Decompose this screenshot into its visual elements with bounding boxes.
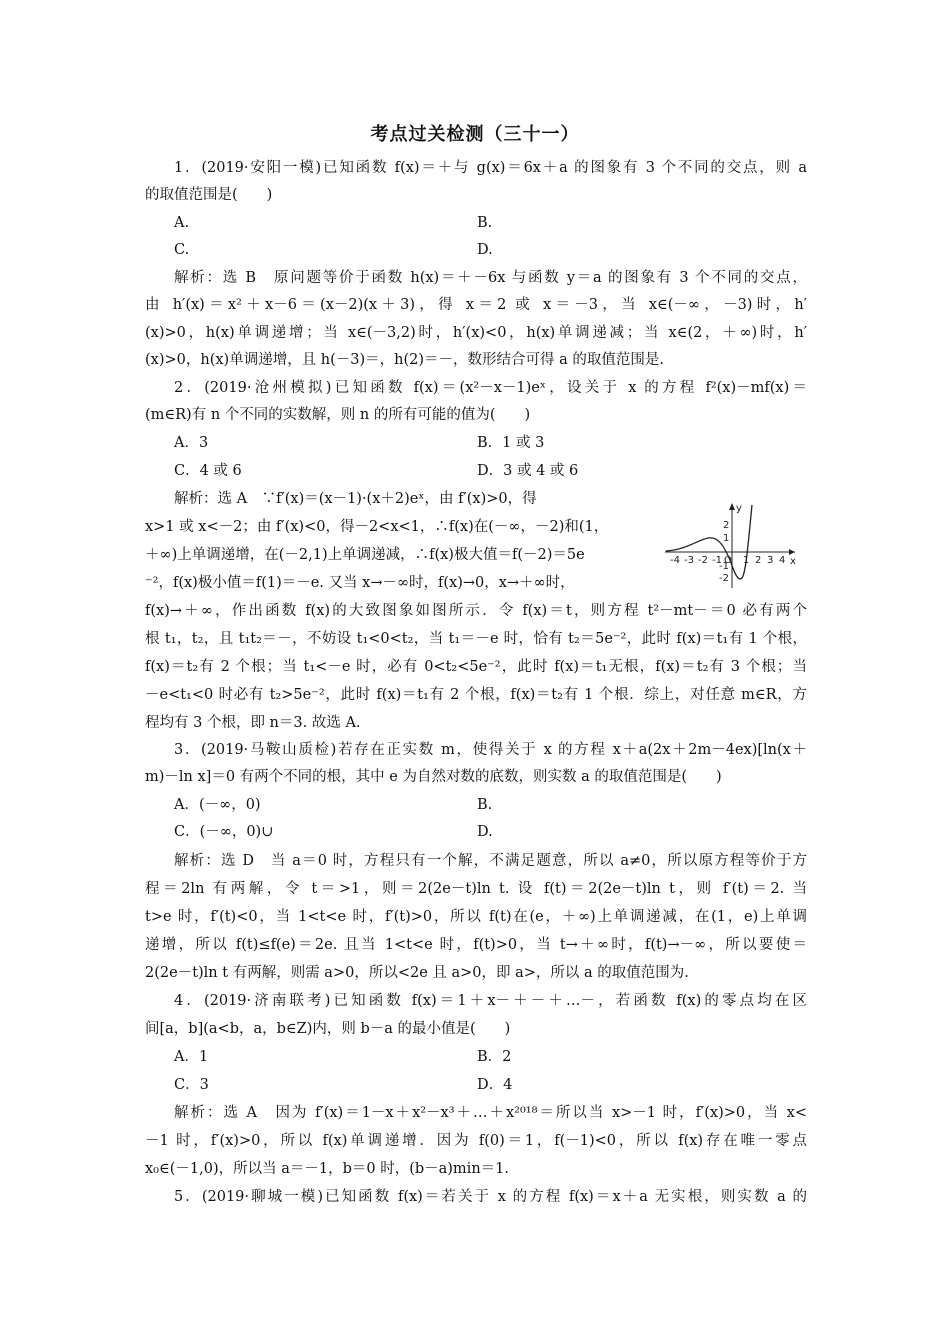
q1-stem-line2: 的取值范围是( ) (145, 187, 273, 203)
q1-solution-line3: (x)>0，h(x)单调递增；当 x∈(－3,2)时，h′(x)<0，h(x)单调递减；当 x∈(2，＋∞)时，h′ (145, 325, 807, 341)
page-title: 考点过关检测（三十一） (370, 124, 580, 145)
q3-option-d: D. (477, 824, 493, 840)
q3-stem-line2: m)－ln x]＝0 有两个不同的根，其中 e 为自然对数的底数，则实数 a 的取值范围是( ) (145, 769, 722, 785)
q2-stem-line2: (m∈R)有 n 个不同的实数解，则 n 的所有可能的值为( ) (145, 407, 531, 423)
q1-option-d: D. (477, 242, 493, 258)
graph-origin-label: O (724, 555, 732, 566)
q2-solution-line2: x>1 或 x<－2；由 f′(x)<0，得－2<x<1，∴f(x)在(－∞，－2)和(1， (145, 519, 609, 535)
q2-solution-line1: 解析：选 A ∵f′(x)＝(x－1)·(x＋2)eˣ，由 f′(x)>0，得 (174, 491, 537, 507)
q3-solution-line3: t>e 时，f′(t)<0，当 1<t<e 时，f′(t)>0，所以 f(t)在(e，＋∞)上单调递减，在(1，e)上单调 (145, 909, 807, 925)
q3-option-c: C．(－∞，0)∪ (174, 824, 274, 840)
q3-solution-line5: 2(2e－t)ln t 有两解，则需 a>0，所以<2e 且 a>0，即 a>，所以 a 的取值范围为. (145, 965, 689, 981)
q1-option-b: B. (477, 215, 493, 231)
q2-solution-line3: ＋∞)上单调递增，在(－2,1)上单调递减，∴f(x)极大值＝f(－2)＝5e (145, 547, 585, 563)
q1-option-a: A. (174, 215, 190, 231)
q2-option-b: B．1 或 3 (477, 435, 545, 451)
q2-stem-line1: 2．(2019·沧州模拟)已知函数 f(x)＝(x²－x－1)eˣ，设关于 x 的方程 f²(x)－mf(x)＝ (174, 380, 807, 396)
graph-y-tick: 2 (723, 520, 730, 531)
q3-solution-line1: 解析：选 D 当 a＝0 时，方程只有一个解，不满足题意，所以 a≠0，所以原方程等价于方 (174, 853, 807, 869)
q1-solution-line2: 由 h′(x)＝x²＋x－6＝(x－2)(x＋3)，得 x＝2 或 x＝－3，当 x∈(－∞，－3)时，h′ (145, 297, 807, 313)
q2-option-c: C．4 或 6 (174, 463, 242, 479)
graph-x-label: x (790, 556, 796, 567)
q2-solution-line5: f(x)→＋∞，作出函数 f(x)的大致图象如图所示．令 f(x)＝t，则方程 t²－mt－＝0 必有两个 (145, 603, 807, 619)
q1-option-c: C. (174, 242, 190, 258)
graph-y-tick: -1 (719, 561, 729, 572)
graph-y-label: y (736, 503, 742, 514)
q5-stem-line1: 5．(2019·聊城一模)已知函数 f(x)＝若关于 x 的方程 f(x)＝x＋a 无实根，则实数 a 的 (174, 1189, 807, 1205)
q2-option-a: A．3 (174, 435, 209, 451)
q4-solution-line1: 解析：选 A 因为 f′(x)＝1－x＋x²－x³＋…＋x²⁰¹⁸＝所以当 x>－1 时，f′(x)>0，当 x< (174, 1105, 807, 1121)
q1-solution-line1: 解析：选 B 原问题等价于函数 h(x)＝＋－6x 与函数 y＝a 的图象有 3 个不同的交点， (174, 270, 807, 286)
q4-solution-line2: －1 时，f′(x)>0，所以 f(x)单调递增．因为 f(0)＝1，f(－1)<0，所以 f(x)存在唯一零点 (145, 1133, 807, 1149)
q3-option-a: A．(－∞，0) (174, 797, 261, 813)
q2-solution-line7: f(x)＝t₂有 2 个根；当 t₁<－e 时，必有 0<t₂<5e⁻²，此时 f(x)＝t₁无根，f(x)＝t₂有 3 个根；当 (145, 659, 807, 675)
q2-option-d: D．3 或 4 或 6 (477, 463, 579, 479)
q4-option-c: C．3 (174, 1077, 209, 1093)
q2-solution-line4: ⁻²，f(x)极小值＝f(1)＝－e. 又当 x→－∞时，f(x)→0，x→＋∞时， (145, 575, 575, 591)
q3-option-b: B. (477, 797, 493, 813)
q2-solution-line8: －e<t₁<0 时必有 t₂>5e⁻²，此时 f(x)＝t₁有 2 个根，f(x)＝t₂有 1 个根．综上，对任意 m∈R，方 (145, 687, 807, 703)
q2-solution-line6: 根 t₁，t₂，且 t₁t₂＝－，不妨设 t₁<0<t₂，当 t₁＝－e 时，恰有 t₂＝5e⁻²，此时 f(x)＝t₁有 1 个根， (145, 631, 807, 647)
graph-x-arrow-icon (789, 549, 795, 555)
q4-stem-line1: 4．(2019·济南联考)已知函数 f(x)＝1＋x－＋－＋…－，若函数 f(x)的零点均在区 (174, 993, 807, 1009)
q4-solution-line3: x₀∈(－1,0)，所以当 a＝－1，b＝0 时，(b－a)min＝1. (145, 1161, 509, 1177)
graph-x-tick: -4 (670, 555, 680, 566)
graph-x-tick: -1 (712, 555, 722, 566)
q3-stem-line1: 3．(2019·马鞍山质检)若存在正实数 m，使得关于 x 的方程 x＋a(2x＋2m－4ex)[ln(x＋ (174, 742, 807, 758)
graph-x-tick: 4 (779, 555, 786, 566)
q4-option-a: A．1 (174, 1049, 209, 1065)
q1-solution-line4: (x)>0，h(x)单调递增，且 h(－3)＝，h(2)＝－，数形结合可得 a 的取值范围是. (145, 352, 665, 368)
function-graph (660, 500, 800, 592)
graph-y-tick: 1 (723, 533, 730, 544)
q4-option-b: B．2 (477, 1049, 512, 1065)
graph-x-tick: -3 (684, 555, 694, 566)
q2-solution-line9: 程均有 3 个根，即 n＝3. 故选 A. (145, 715, 361, 731)
graph-x-tick: 2 (755, 555, 762, 566)
q4-stem-line2: 间[a，b](a<b，a，b∈Z)内，则 b－a 的最小值是( ) (145, 1021, 511, 1037)
graph-y-tick: -2 (719, 573, 729, 584)
graph-curve (666, 505, 752, 579)
q3-solution-line4: 递增，所以 f(t)≤f(e)＝2e. 且当 1<t<e 时，f(t)>0，当 t→＋∞时，f(t)→－∞，所以要使＝ (145, 937, 807, 953)
graph-x-tick: -2 (698, 555, 708, 566)
q4-option-d: D．4 (477, 1077, 513, 1093)
graph-x-tick: 3 (767, 555, 774, 566)
q1-stem-line1: 1．(2019·安阳一模)已知函数 f(x)＝＋与 g(x)＝6x＋a 的图象有 3 个不同的交点，则 a (174, 160, 807, 176)
graph-y-arrow-icon (729, 503, 735, 510)
q3-solution-line2: 程＝2ln 有两解，令 t＝>1，则＝2(2e－t)ln t. 设 f(t)＝2(2e－t)ln t，则 f′(t)＝2. 当 (145, 881, 807, 897)
graph-x-tick: 1 (743, 555, 750, 566)
